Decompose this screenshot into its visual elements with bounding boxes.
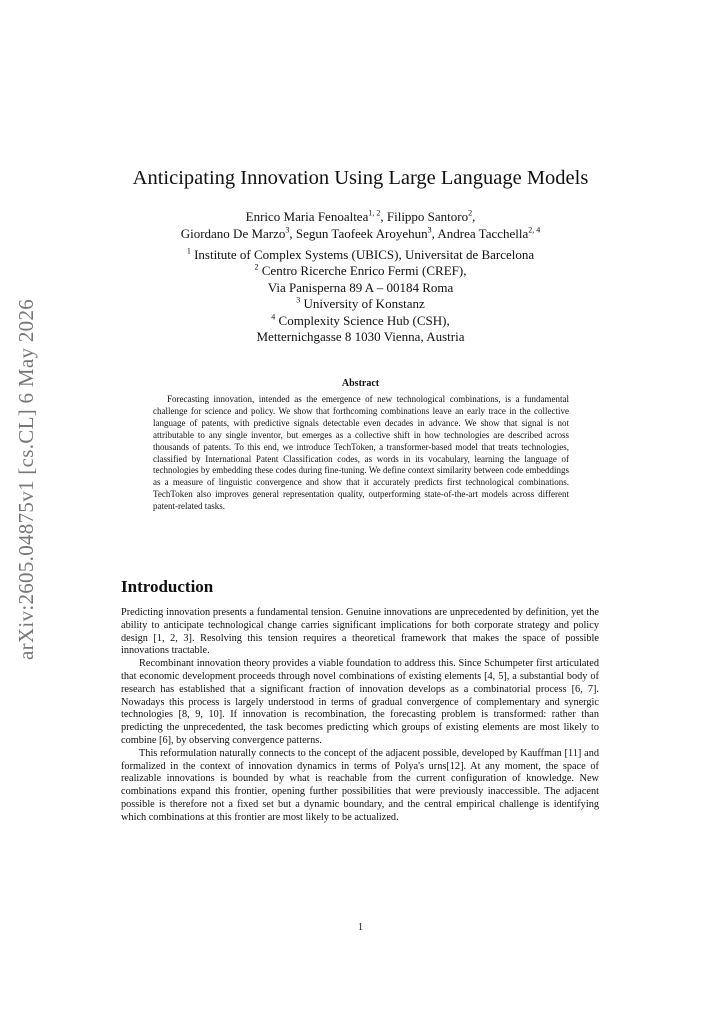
affiliation-line: $^1$ Institute of Complex Systems (UBICS), Universitat de Barcelona: [186, 246, 535, 262]
affiliation-line: Metternichgasse 8 1030 Vienna, Austria: [256, 329, 465, 345]
author-line: Giordano De Marzo$^3$, Segun Taofeek Aroyehun$^3$, Andrea Tacchella$^{2, 4}$: [180, 225, 541, 241]
author-name: Segun Taofeek Aroyehun: [295, 226, 428, 241]
section-heading-introduction: Introduction: [121, 577, 214, 596]
abstract-text: Forecasting innovation, intended as the emergence of new technological combinations, is a fundamental challenge for science and policy. We show that forthcoming combinations leave an early trace in the collective language of patents, with predictive signals detectable even decades in advance. We show that signal is not attributable to any single inventor, but emerges as a collective shift in how technologies are described across thousands of patents. To this end, we introduce TechToken, a transformer-based model that treats technologies, classified by International Patent Classification codes, as words in its vocabulary, learning the language of technologies by embedding these codes during fine-tuning. We define context similarity between code embeddings as a measure of linguistic convergence and show that it accurately predicts first technological combinations. TechToken also improves general representation quality, outperforming state-of-the-art models across different patent-related tasks.: [153, 394, 569, 512]
author-name: Filippo Santoro: [386, 209, 469, 224]
affiliation-line: $^3$ University of Konstanz: [296, 295, 425, 312]
affiliation-line: $^2$ Centro Ricerche Enrico Fermi (CREF),: [254, 263, 467, 279]
author-name: Andrea Tacchella: [437, 226, 529, 241]
arxiv-identifier: arXiv:2605.04875v1 [cs.CL] 6 May 2026: [14, 298, 38, 660]
author-affil-marker: 2, 4: [528, 225, 541, 235]
author-affil-marker: 2: [468, 208, 473, 218]
author-affil-marker: 1, 2: [368, 208, 381, 218]
affiliation-list: [0, 247, 721, 345]
abstract-heading: Abstract: [341, 378, 380, 389]
body-paragraph: This reformulation naturally connects to the concept of the adjacent possible, developed by Kauffman [11] and formalized in the context of innovation dynamics in terms of Polya's urns[12]. At any moment, the space of realizable innovations is bounded by what is reachable from the current configuration of knowledge. New combinations expand this frontier, opening further possibilities that were previously inaccessible. The adjacent possible is therefore not a fixed set but a dynamic boundary, and the central empirical challenge is identifying which combinations at this frontier are most likely to be actualized.: [121, 747, 599, 823]
body-paragraph: Recombinant innovation theory provides a viable foundation to address this. Since Schumpeter first articulated that economic development proceeds through novel combinations of existing elements [4, 5], a substantial body of research has established that a significant fraction of innovation develops as a combinatorial process [6, 7]. Nowadays this process is largely understood in terms of gradual convergence of complementary and synergic technologies [8, 9, 10]. If innovation is recombination, the forecasting problem is transformed: rather than predicting the unprecedented, the task becomes predicting which groups of existing elements are most likely to combine [6], by observing convergence patterns.: [121, 658, 599, 746]
author-line: Enrico Maria Fenoaltea$^{1, 2}$, Filippo Santoro$^2$,: [245, 208, 476, 224]
author-list: [0, 208, 721, 242]
author-name: Giordano De Marzo: [180, 226, 286, 241]
author-affil-marker: 3: [285, 225, 290, 235]
author-affil-marker: 3: [427, 225, 432, 235]
affiliation-line: $^4$ Complexity Science Hub (CSH),: [271, 312, 450, 328]
body-paragraph: Predicting innovation presents a fundamental tension. Genuine innovations are unprecedented by definition, yet the ability to anticipate technological change carries significant implications for both corporate strategy and policy design [1, 2, 3]. Resolving this tension requires a theoretical framework that makes the space of possible innovations tractable.: [121, 607, 599, 657]
affiliation-line: Via Panisperna 89 A – 00184 Roma: [267, 279, 454, 295]
introduction-body: [121, 607, 599, 825]
page-number: 1: [358, 922, 363, 933]
author-name: Enrico Maria Fenoaltea: [245, 209, 369, 224]
paper-title: Anticipating Innovation Using Large Language Models: [132, 167, 589, 189]
